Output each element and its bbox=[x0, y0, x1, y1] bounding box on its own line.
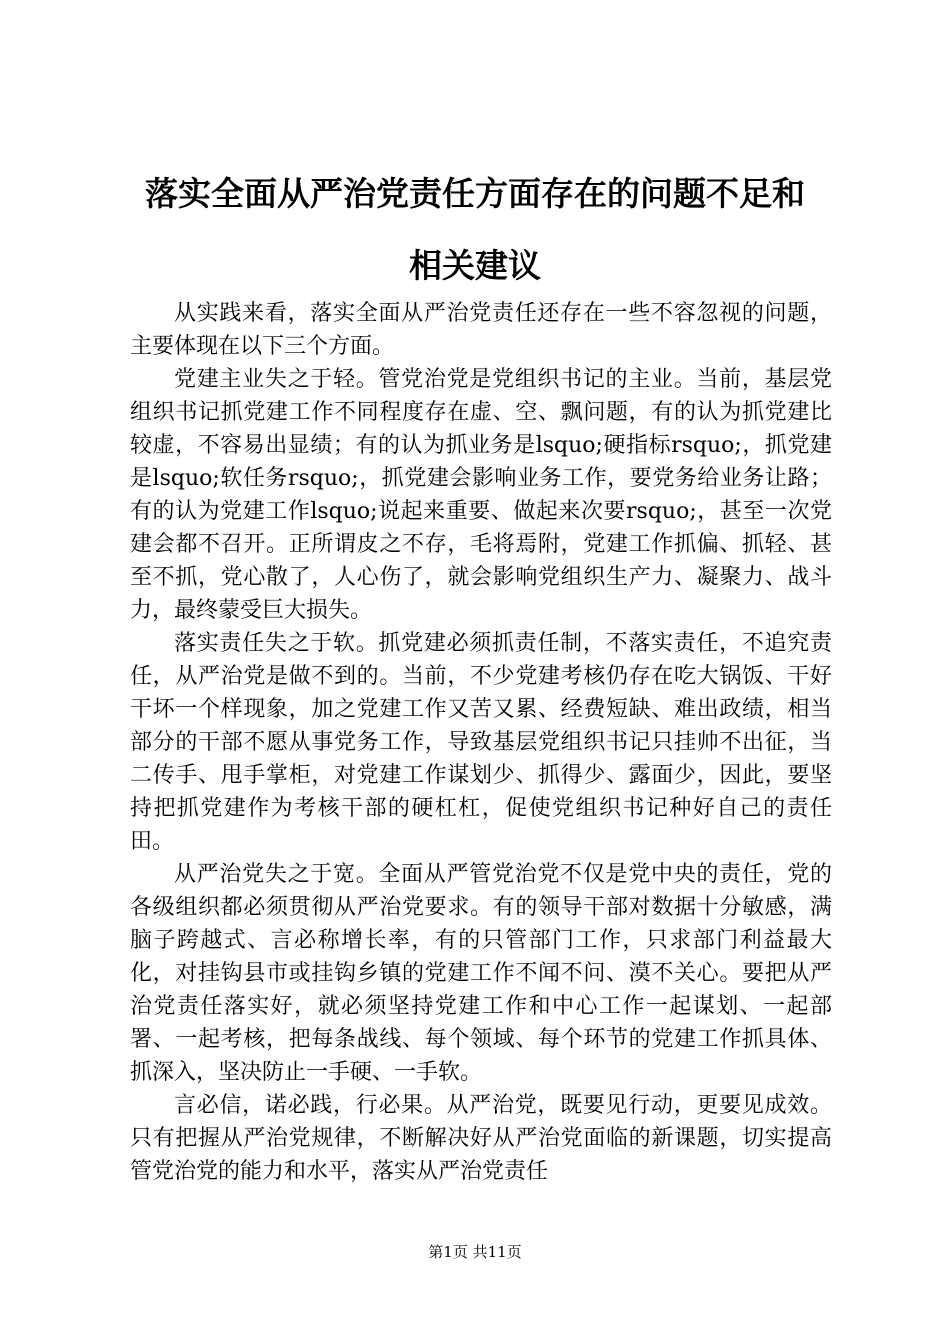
paragraph-conclusion: 言必信，诺必践，行必果。从严治党，既要见行动，更要见成效。只有把握从严治党规律，不断解决好从严治党面临的新课题，切实提高管党治党的能力和水平，落实从严治党责任 bbox=[130, 1093, 832, 1184]
page-number-footer: 第1页 共11页 bbox=[428, 1243, 522, 1261]
title-line-1: 落实全面从严治党责任方面存在的问题不足和 bbox=[145, 174, 805, 213]
paragraph-intro: 从实践来看，落实全面从严治党责任还存在一些不容忽视的问题，主要体现在以下三个方面。 bbox=[130, 301, 832, 359]
document-body bbox=[130, 297, 832, 1188]
title-line-2: 相关建议 bbox=[409, 246, 541, 285]
paragraph-party-building: 党建主业失之于轻。管党治党是党组织书记的主业。当前，基层党组织书记抓党建工作不同程度存在虚、空、飘问题，有的认为抓党建比较虚，不容易出显绩；有的认为抓业务是lsquo;硬指标rsquo;，抓党建是lsquo;软任务rsquo;，抓党建会影响业务工作，要党务给业务让路；有的认为党建工作lsquo;说起来重要、做起来次要rsquo;，甚至一次党建会都不召开。正所谓皮之不存，毛将焉附，党建工作抓偏、抓轻、甚至不抓，党心散了，人心伤了，就会影响党组织生产力、凝聚力、战斗力，最终蒙受巨大损失。 bbox=[130, 367, 832, 623]
paragraph-strict-governance: 从严治党失之于宽。全面从严管党治党不仅是党中央的责任，党的各级组织都必须贯彻从严治党要求。有的领导干部对数据十分敏感，满脑子跨越式、言必称增长率，有的只管部门工作，只求部门利益最大化，对挂钩县市或挂钩乡镇的党建工作不闻不问、漠不关心。要把从严治党责任落实好，就必须坚持党建工作和中心工作一起谋划、一起部署、一起考核，把每条战线、每个领域、每个环节的党建工作抓具体、抓深入，坚决防止一手硬、一手软。 bbox=[130, 862, 832, 1085]
paragraph-responsibility: 落实责任失之于软。抓党建必须抓责任制，不落实责任，不追究责任，从严治党是做不到的。当前，不少党建考核仍存在吃大锅饭、干好干坏一个样现象，加之党建工作又苦又累、经费短缺、难出政绩，相当部分的干部不愿从事党务工作，导致基层党组织书记只挂帅不出征，当二传手、甩手掌柜，对党建工作谋划少、抓得少、露面少，因此，要坚持把抓党建作为考核干部的硬杠杠，促使党组织书记种好自己的责任田。 bbox=[130, 631, 832, 854]
document-title bbox=[100, 158, 850, 302]
